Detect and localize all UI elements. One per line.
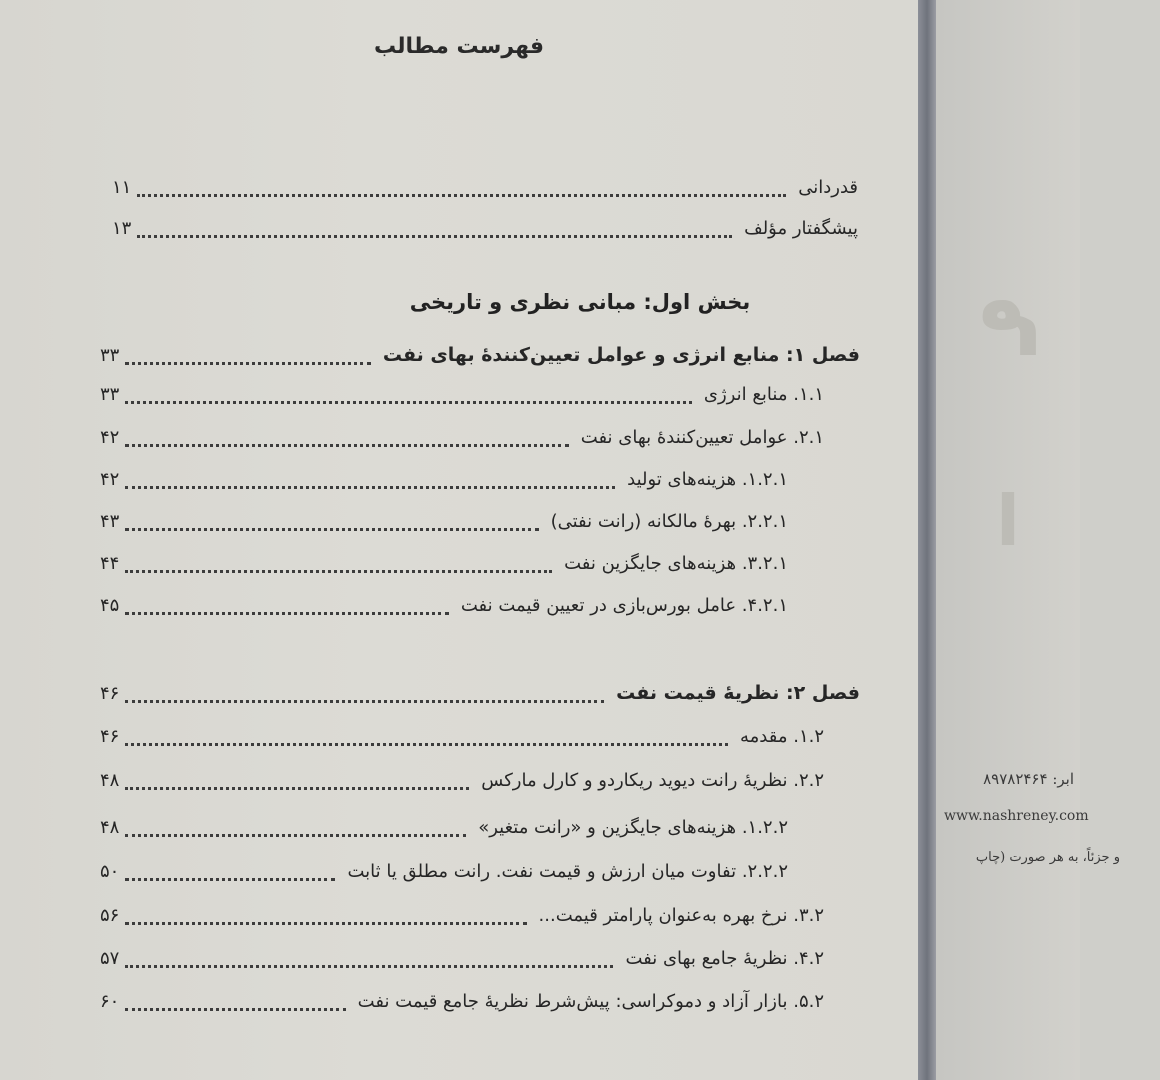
toc-page-number: ۴۲: [100, 468, 120, 490]
toc-page-number: ۴۵: [100, 594, 120, 616]
toc-entry-label: ۴.۲. نظریهٔ جامع بهای نفت: [625, 947, 824, 969]
toc-page-number: ۵۷: [100, 947, 120, 969]
dot-leader: [125, 786, 469, 790]
toc-page-number: ۵۶: [100, 904, 120, 926]
toc-chapter-2: [100, 676, 860, 710]
toc-entry-label: ۲.۲. نظریهٔ رانت دیوید ریکاردو و کارل مارکس: [481, 769, 824, 791]
toc-entry: [100, 588, 788, 622]
toc-entry-acknowledgements: [112, 170, 858, 204]
dot-leader: [125, 1007, 345, 1011]
toc-entry: [100, 504, 788, 538]
book-spine: [918, 0, 936, 1080]
toc-entry: [100, 941, 824, 975]
dot-leader: [125, 742, 728, 746]
toc-page-number: ۶۰: [100, 990, 120, 1012]
toc-entry: [100, 719, 824, 753]
toc-entry-label: ۳.۲. نرخ بهره به‌عنوان پارامتر قیمت...: [538, 904, 824, 926]
copyright-text: و جزئاً، به هر صورت (چاپ: [975, 850, 1120, 865]
dot-leader: [125, 921, 526, 925]
dot-leader: [125, 964, 613, 968]
toc-entry-label: ۱.۲.۱. هزینه‌های تولید: [627, 468, 788, 490]
toc-entry-label: ۴.۲.۱. عامل بورس‌بازی در تعیین قیمت نفت: [460, 594, 788, 616]
toc-entry-label: ۱.۲.۲. هزینه‌های جایگزین و «رانت متغیر»: [478, 816, 788, 838]
toc-entry-label: ۱.۲. مقدمه: [740, 725, 824, 747]
toc-page-number: ۴۶: [100, 725, 120, 747]
toc-chapter-1: [100, 338, 860, 372]
toc-entry-label: ۱.۱. منابع انرژی: [703, 383, 824, 405]
bleed-through-text: م: [976, 250, 1042, 355]
toc-entry-label: ۲.۲.۲. تفاوت میان ارزش و قیمت نفت. رانت مطلق یا ثابت: [347, 860, 788, 882]
dot-leader: [125, 569, 552, 573]
toc-page-number: ۴۳: [100, 510, 120, 532]
toc-entry-preface: [112, 211, 858, 245]
toc-entry-label: ۵.۲. بازار آزاد و دموکراسی: پیش‌شرط نظریهٔ جامع قیمت نفت: [357, 990, 824, 1012]
dot-leader: [125, 400, 692, 404]
toc-entry: [100, 377, 824, 411]
publisher-phone: ابر: ۸۹۷۸۲۴۶۴: [983, 770, 1074, 788]
publisher-website: www.nashreney.com: [944, 808, 1089, 824]
dot-leader: [125, 443, 568, 447]
toc-page-number: ۱۳: [112, 217, 132, 239]
toc-entry: [100, 898, 824, 932]
dot-leader: [125, 699, 604, 703]
dot-leader: [125, 611, 449, 615]
adjacent-page: [936, 0, 1120, 1080]
dot-leader: [125, 833, 466, 837]
toc-entry: [100, 420, 824, 454]
dot-leader: [125, 527, 538, 531]
chapter-title: فصل ۲: نظریهٔ قیمت نفت: [616, 682, 860, 704]
chapter-title: فصل ۱: منابع انرژی و عوامل تعیین‌کنندهٔ بهای نفت: [382, 344, 860, 366]
part-title: بخش اول: مبانی نظری و تاریخی: [409, 290, 751, 314]
toc-page-number: ۴۲: [100, 426, 120, 448]
toc-page-number: ۴۸: [100, 769, 120, 791]
toc-page-number: ۴۴: [100, 552, 120, 574]
toc-page-number: ۳۳: [100, 383, 120, 405]
toc-entry: [100, 763, 824, 797]
toc-entry: [100, 810, 788, 844]
dot-leader: [137, 193, 786, 197]
toc-page-number: ۵۰: [100, 860, 120, 882]
toc-entry-label: ۳.۲.۱. هزینه‌های جایگزین نفت: [564, 552, 788, 574]
toc-entry: [100, 854, 788, 888]
dot-leader: [125, 877, 335, 881]
toc-entry: [100, 462, 788, 496]
toc-page-number: ۱۱: [112, 176, 132, 198]
toc-page-number: ۳۳: [100, 344, 120, 366]
dot-leader: [137, 234, 732, 238]
toc-page-number: ۴۶: [100, 682, 120, 704]
dot-leader: [125, 485, 615, 489]
toc-page-number: ۴۸: [100, 816, 120, 838]
page-title: فهرست مطالب: [373, 34, 545, 59]
dot-leader: [125, 361, 371, 365]
toc-entry-label: ۲.۲.۱. بهرهٔ مالکانه (رانت نفتی): [550, 510, 788, 532]
toc-entry: [100, 546, 788, 580]
toc-entry: [100, 984, 824, 1018]
bleed-through-text: ا: [996, 480, 1020, 562]
toc-entry-label: پیشگفتار مؤلف: [744, 217, 858, 239]
toc-entry-label: قدردانی: [798, 176, 858, 198]
toc-entry-label: ۲.۱. عوامل تعیین‌کنندهٔ بهای نفت: [580, 426, 824, 448]
